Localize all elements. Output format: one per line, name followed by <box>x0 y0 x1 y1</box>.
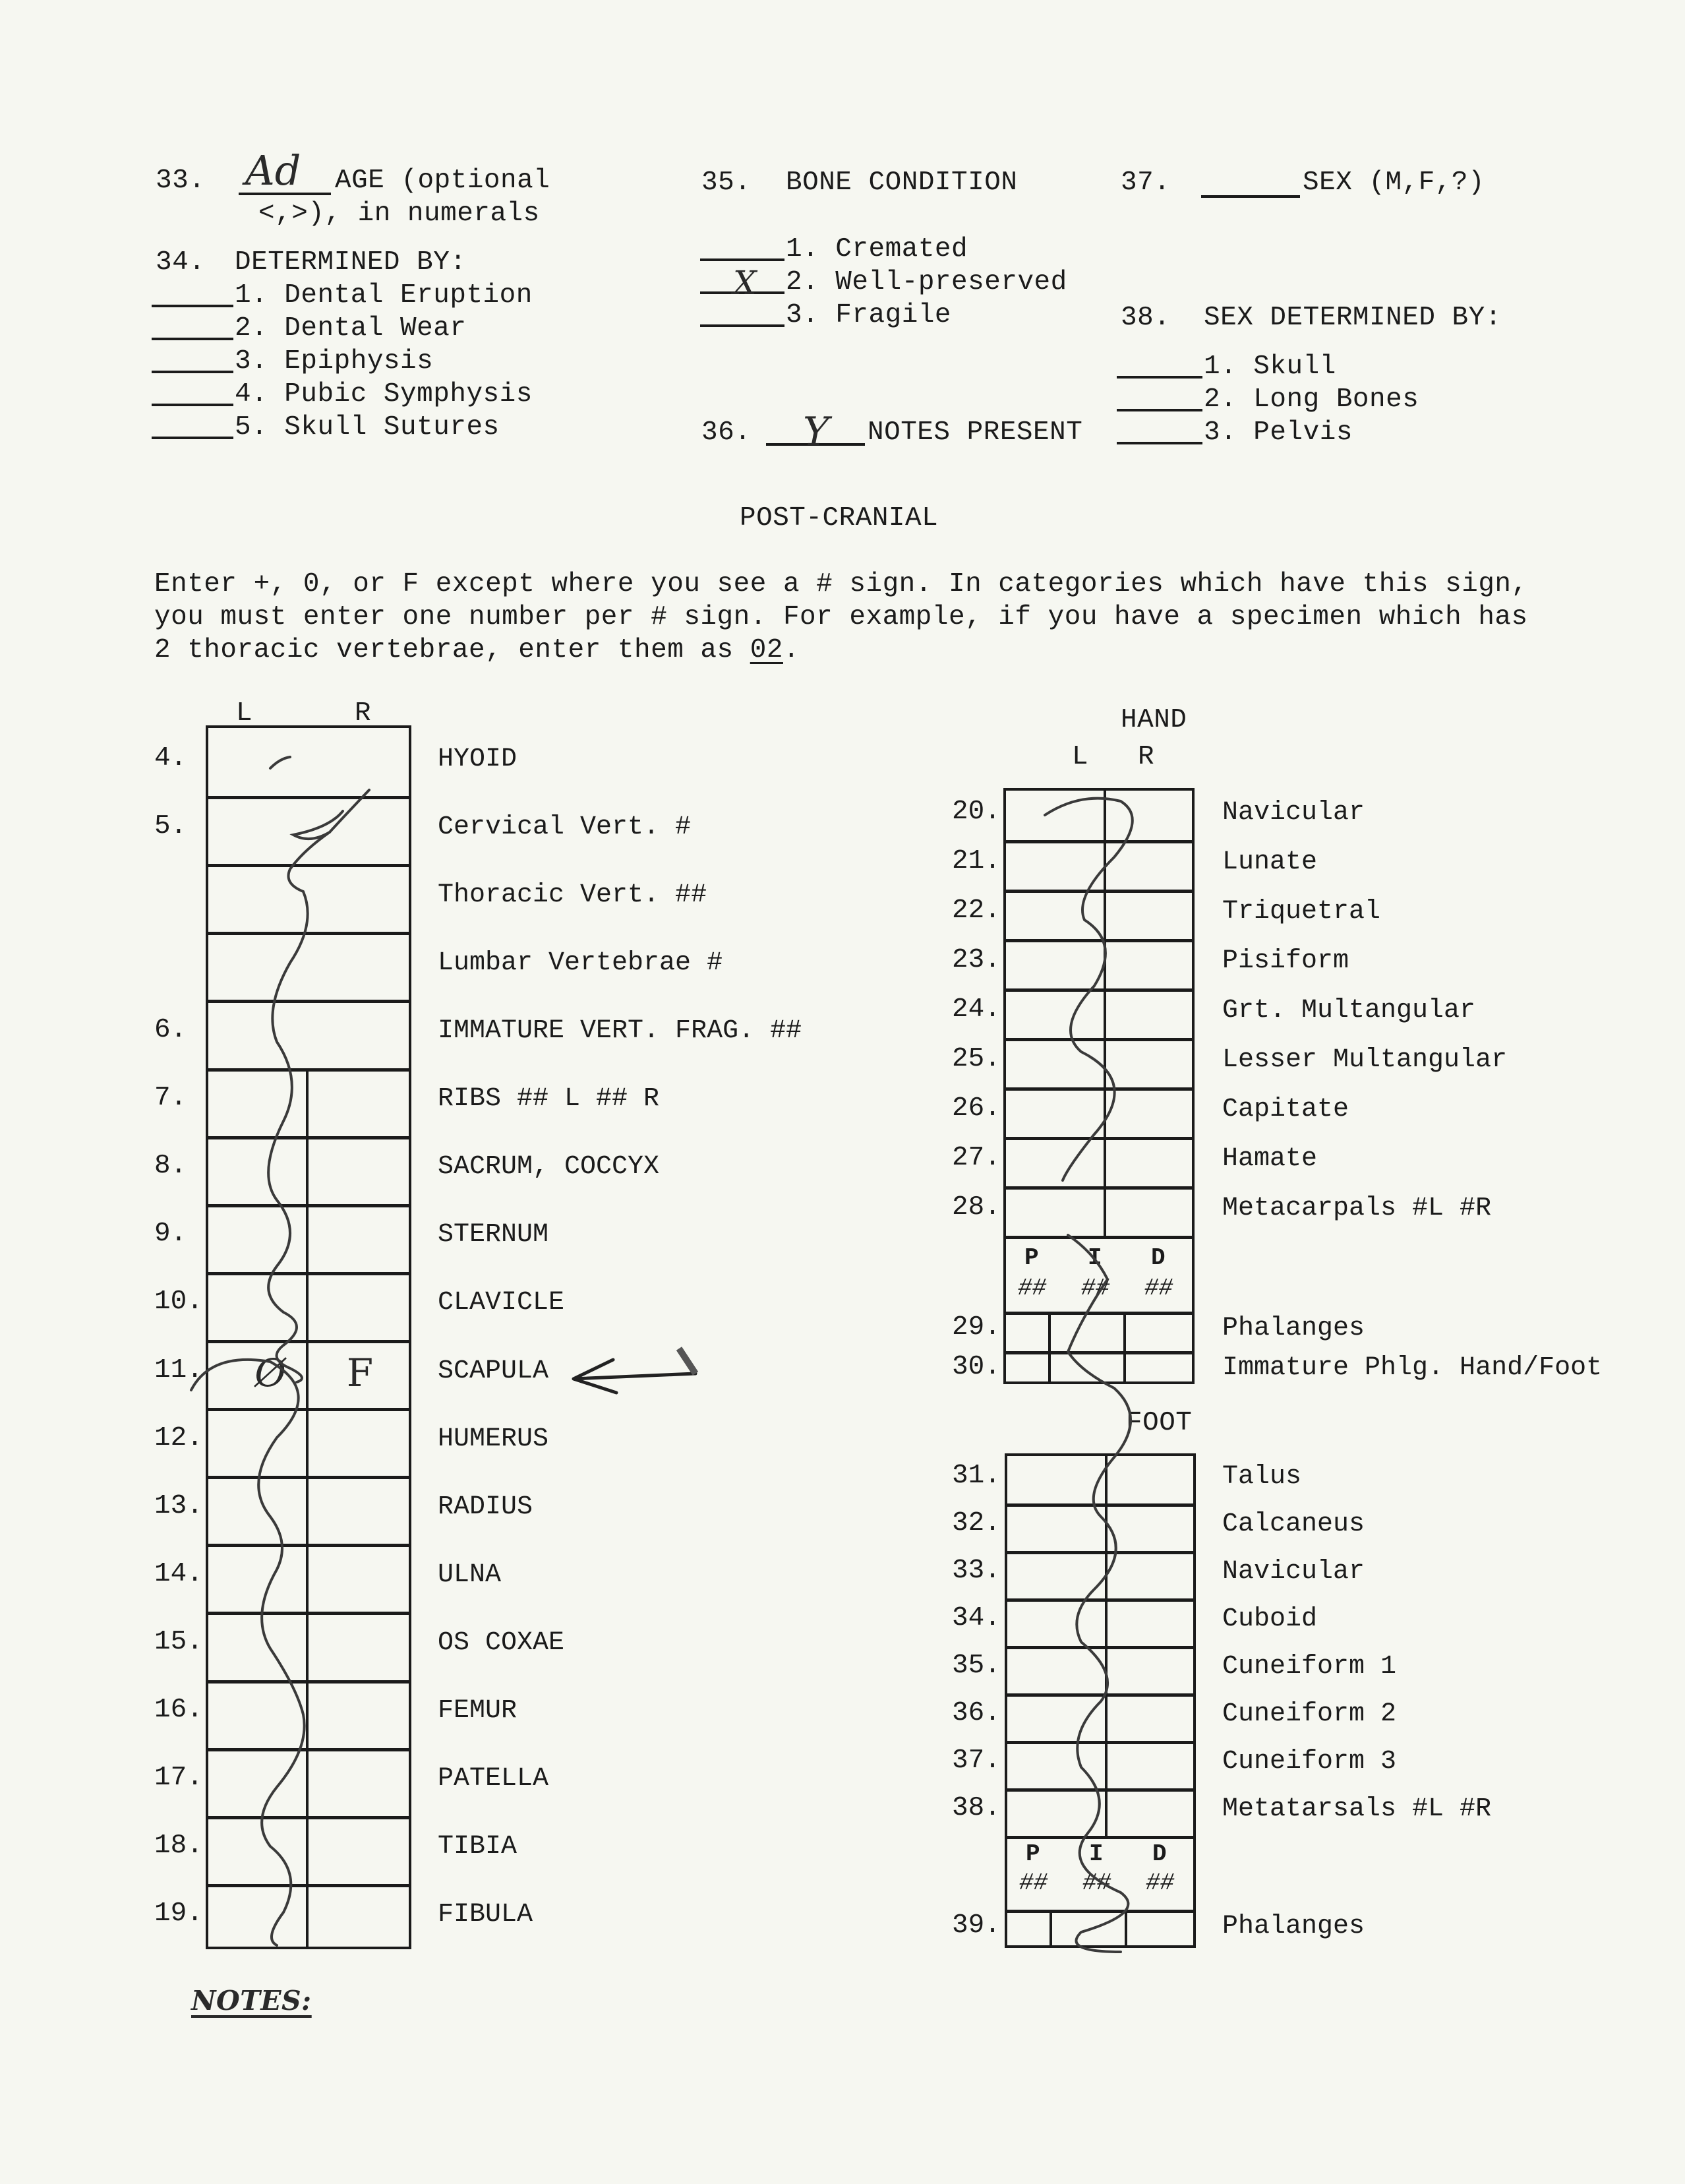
bone-label: Cuboid <box>1222 1604 1318 1634</box>
row-number: 27. <box>952 1142 1001 1173</box>
bone-label: Hamate <box>1222 1143 1318 1174</box>
row-divider <box>1006 1038 1192 1041</box>
sex-method-checkbox[interactable] <box>1117 376 1202 379</box>
row-number: 24. <box>952 994 1001 1025</box>
bone-condition-mark: X <box>733 264 757 302</box>
phalanx-header-i: I <box>1089 1840 1104 1867</box>
age-method-option: 3. Epiphysis <box>235 346 434 377</box>
row-divider <box>1007 1741 1193 1744</box>
row-number: 36. <box>952 1698 1001 1728</box>
row-number: 16. <box>154 1695 203 1726</box>
q36-label: NOTES PRESENT <box>868 417 1083 448</box>
row-number: 34. <box>952 1603 1001 1633</box>
q37-number: 37. <box>1121 167 1171 198</box>
left-table-col-l: L <box>236 698 253 729</box>
bone-label: Phalanges <box>1222 1912 1365 1941</box>
row-number: 30. <box>952 1352 1001 1382</box>
bone-label: Metacarpals #L #R <box>1222 1193 1492 1223</box>
bone-label: HUMERUS <box>438 1424 549 1454</box>
q33-number: 33. <box>156 166 206 196</box>
bone-label: Capitate <box>1222 1094 1349 1124</box>
row-divider <box>1007 1598 1193 1602</box>
hand-col-l: L <box>1072 742 1089 772</box>
row-number: 26. <box>952 1093 1001 1124</box>
bone-condition-checkbox[interactable] <box>700 258 784 261</box>
bone-label: Cuneiform 2 <box>1222 1699 1397 1729</box>
row-divider <box>208 1272 409 1275</box>
row-number: 4. <box>154 743 187 774</box>
sex-method-checkbox[interactable] <box>1117 442 1202 444</box>
age-method-option: 4. Pubic Symphysis <box>235 379 533 410</box>
row-divider <box>1007 1551 1193 1554</box>
row-divider <box>1007 1693 1193 1697</box>
instructions-period: . <box>783 635 800 665</box>
age-method-checkbox[interactable] <box>152 437 233 439</box>
row-number: 25. <box>952 1043 1001 1074</box>
row-number: 33. <box>952 1556 1001 1586</box>
instructions-line1: Enter +, 0, or F except where you see a # sign. In categories which have this sign, <box>154 569 1528 599</box>
row-divider <box>1006 890 1192 893</box>
row-number: 35. <box>952 1651 1001 1681</box>
q35-title: BONE CONDITION <box>786 167 1018 198</box>
row-number: 17. <box>154 1763 203 1794</box>
bone-condition-option: 3. Fragile <box>786 300 952 330</box>
row-number: 11. <box>154 1354 203 1385</box>
age-method-option: 2. Dental Wear <box>235 313 467 344</box>
age-value: Ad <box>245 146 301 195</box>
instructions-line3-text: 2 thoracic vertebrae, enter them as <box>154 635 750 665</box>
phalanx-header-d: D <box>1151 1244 1166 1271</box>
foot-title: FOOT <box>1126 1408 1193 1438</box>
notes-area[interactable] <box>191 2031 1510 2150</box>
row-divider <box>208 1884 409 1887</box>
row-divider <box>1006 1137 1192 1140</box>
left-right-divider <box>306 1068 309 1947</box>
row-number: 21. <box>952 845 1001 876</box>
q34-title: DETERMINED BY: <box>235 247 467 278</box>
row-divider <box>208 1748 409 1751</box>
row-number: 20. <box>952 796 1001 827</box>
row-divider <box>1007 1503 1193 1507</box>
phalanx-header-d: D <box>1152 1840 1167 1867</box>
bone-label: Talus <box>1222 1462 1302 1492</box>
bone-condition-option: 1. Cremated <box>786 234 968 264</box>
row-number: 15. <box>154 1627 203 1657</box>
row-divider <box>1006 1312 1192 1315</box>
bone-label: SACRUM, COCCYX <box>438 1152 660 1182</box>
notes-label: NOTES: <box>191 1985 312 2017</box>
hand-col-r: R <box>1138 742 1155 772</box>
phalanx-header-p: P <box>1026 1840 1040 1867</box>
row-divider <box>1006 988 1192 992</box>
bone-label: Lesser Multangular <box>1222 1045 1508 1075</box>
age-method-checkbox[interactable] <box>152 338 233 340</box>
row-number: 23. <box>952 944 1001 975</box>
phalanx-count-marker: ## <box>1146 1869 1175 1896</box>
bone-label: SCAPULA <box>438 1356 549 1386</box>
row-divider <box>208 1544 409 1547</box>
bone-label: Cervical Vert. # <box>438 812 692 842</box>
bone-label: TIBIA <box>438 1832 517 1862</box>
row-number: 7. <box>154 1083 187 1114</box>
row-number: 6. <box>154 1015 187 1045</box>
row-divider <box>1006 1087 1192 1091</box>
phalanx-header-p: P <box>1024 1244 1039 1271</box>
row-divider <box>1007 1836 1193 1839</box>
row-divider <box>208 932 409 935</box>
instructions-example: 02 <box>750 635 783 665</box>
bone-label: Pisiform <box>1222 946 1349 976</box>
row-divider <box>1006 1236 1192 1239</box>
bone-condition-checkbox[interactable] <box>700 324 784 327</box>
bone-label: PATELLA <box>438 1764 549 1794</box>
age-method-checkbox[interactable] <box>152 305 233 307</box>
row-divider <box>208 1612 409 1615</box>
row-number: 14. <box>154 1558 203 1589</box>
phalanx-count-marker: ## <box>1081 1275 1110 1302</box>
row-number: 8. <box>154 1151 187 1182</box>
row-divider <box>208 1068 409 1072</box>
phalanx-count-marker: ## <box>1144 1275 1173 1302</box>
row-number: 32. <box>952 1508 1001 1538</box>
bone-label: Immature Phlg. Hand/Foot <box>1222 1353 1603 1383</box>
row-number: 31. <box>952 1461 1001 1491</box>
bone-label: RADIUS <box>438 1492 533 1522</box>
sex-method-option: 2. Long Bones <box>1204 384 1419 415</box>
q37-label: SEX (M,F,?) <box>1303 167 1485 198</box>
row-divider <box>208 1204 409 1207</box>
row-divider <box>1007 1788 1193 1792</box>
row-divider <box>208 1680 409 1684</box>
q33-label-line1: AGE (optional <box>335 166 550 196</box>
bone-label: Cuneiform 3 <box>1222 1747 1397 1776</box>
bone-label: Phalanges <box>1222 1314 1365 1343</box>
row-number: 19. <box>154 1898 203 1929</box>
phalanx-count-marker: ## <box>1019 1869 1048 1896</box>
row-number: 29. <box>952 1312 1001 1343</box>
row-number: 37. <box>952 1745 1001 1776</box>
bone-label: RIBS ## L ## R <box>438 1084 660 1114</box>
phalanx-divider <box>1125 1910 1127 1945</box>
notes-present-value: Y <box>803 409 829 455</box>
q38-number: 38. <box>1121 303 1171 333</box>
bone-label: Thoracic Vert. ## <box>438 880 707 910</box>
row-divider <box>1006 1186 1192 1190</box>
row-number: 22. <box>952 895 1001 926</box>
row-number: 5. <box>154 810 187 841</box>
q33-label-line2: <,>), in numerals <box>258 198 540 229</box>
row-divider <box>208 1000 409 1003</box>
row-divider <box>208 1476 409 1479</box>
bone-label: OS COXAE <box>438 1628 565 1658</box>
bone-label: IMMATURE VERT. FRAG. ## <box>438 1016 802 1046</box>
bone-label: FIBULA <box>438 1900 533 1930</box>
row-number: 13. <box>154 1490 203 1521</box>
row-number: 18. <box>154 1831 203 1862</box>
bone-label: CLAVICLE <box>438 1288 565 1318</box>
age-method-checkbox[interactable] <box>152 371 233 373</box>
bone-label: HYOID <box>438 744 517 774</box>
row-divider <box>208 1340 409 1343</box>
row-divider <box>1006 939 1192 942</box>
bone-label: Triquetral <box>1222 896 1381 926</box>
bone-label: Lumbar Vertebrae # <box>438 948 723 978</box>
left-table-col-r: R <box>355 698 372 729</box>
hand-title: HAND <box>1121 705 1187 735</box>
phalanx-divider <box>1049 1910 1052 1945</box>
bone-label: Cuneiform 1 <box>1222 1652 1397 1682</box>
row-divider <box>208 1136 409 1139</box>
sex-field[interactable] <box>1201 195 1300 198</box>
row-number: 9. <box>154 1219 187 1250</box>
instructions-line2: you must enter one number per # sign. For example, if you have a specimen which has <box>154 602 1528 632</box>
bone-label: FEMUR <box>438 1696 517 1726</box>
row-number: 10. <box>154 1287 203 1318</box>
row-divider <box>208 796 409 799</box>
bone-label: ULNA <box>438 1560 502 1590</box>
phalanx-header-i: I <box>1088 1244 1102 1271</box>
bone-label: Metatarsals #L #R <box>1222 1794 1492 1824</box>
row-divider <box>208 864 409 867</box>
row-divider <box>208 1408 409 1411</box>
bone-label: Calcaneus <box>1222 1509 1365 1539</box>
row-number: 28. <box>952 1192 1001 1223</box>
age-method-option: 5. Skull Sutures <box>235 412 500 442</box>
row-divider <box>1007 1910 1193 1913</box>
bone-label: Navicular <box>1222 797 1365 828</box>
sex-method-checkbox[interactable] <box>1117 409 1202 411</box>
age-method-checkbox[interactable] <box>152 404 233 406</box>
row-number: 12. <box>154 1422 203 1453</box>
q38-title: SEX DETERMINED BY: <box>1204 303 1502 333</box>
age-method-option: 1. Dental Eruption <box>235 280 533 311</box>
section-title: POST-CRANIAL <box>740 503 939 533</box>
phalanx-count-marker: ## <box>1082 1869 1111 1896</box>
q36-number: 36. <box>701 417 752 448</box>
phalanx-divider <box>1048 1312 1051 1381</box>
bone-label: STERNUM <box>438 1220 549 1250</box>
row-number: 39. <box>952 1910 1001 1941</box>
row-divider <box>1006 1351 1192 1354</box>
q35-number: 35. <box>701 167 752 198</box>
hand-lr-divider <box>1104 791 1106 1236</box>
bone-label: Navicular <box>1222 1557 1365 1587</box>
sex-method-option: 3. Pelvis <box>1204 417 1353 448</box>
bone-label: Lunate <box>1222 847 1318 877</box>
sex-method-option: 1. Skull <box>1204 351 1336 382</box>
right-cell-entry[interactable]: F <box>346 1350 374 1395</box>
instructions-line3 <box>154 637 800 664</box>
row-divider <box>1006 840 1192 843</box>
row-number: 38. <box>952 1793 1001 1823</box>
left-bone-grid <box>206 725 411 1949</box>
phalanx-divider <box>1123 1312 1126 1381</box>
row-divider <box>1007 1646 1193 1649</box>
bone-label: Grt. Multangular <box>1222 995 1476 1025</box>
phalanx-count-marker: ## <box>1018 1275 1047 1302</box>
left-cell-entry[interactable]: Ø <box>254 1350 286 1395</box>
q34-number: 34. <box>156 247 206 278</box>
bone-condition-option: 2. Well-preserved <box>786 267 1067 297</box>
row-divider <box>208 1816 409 1819</box>
